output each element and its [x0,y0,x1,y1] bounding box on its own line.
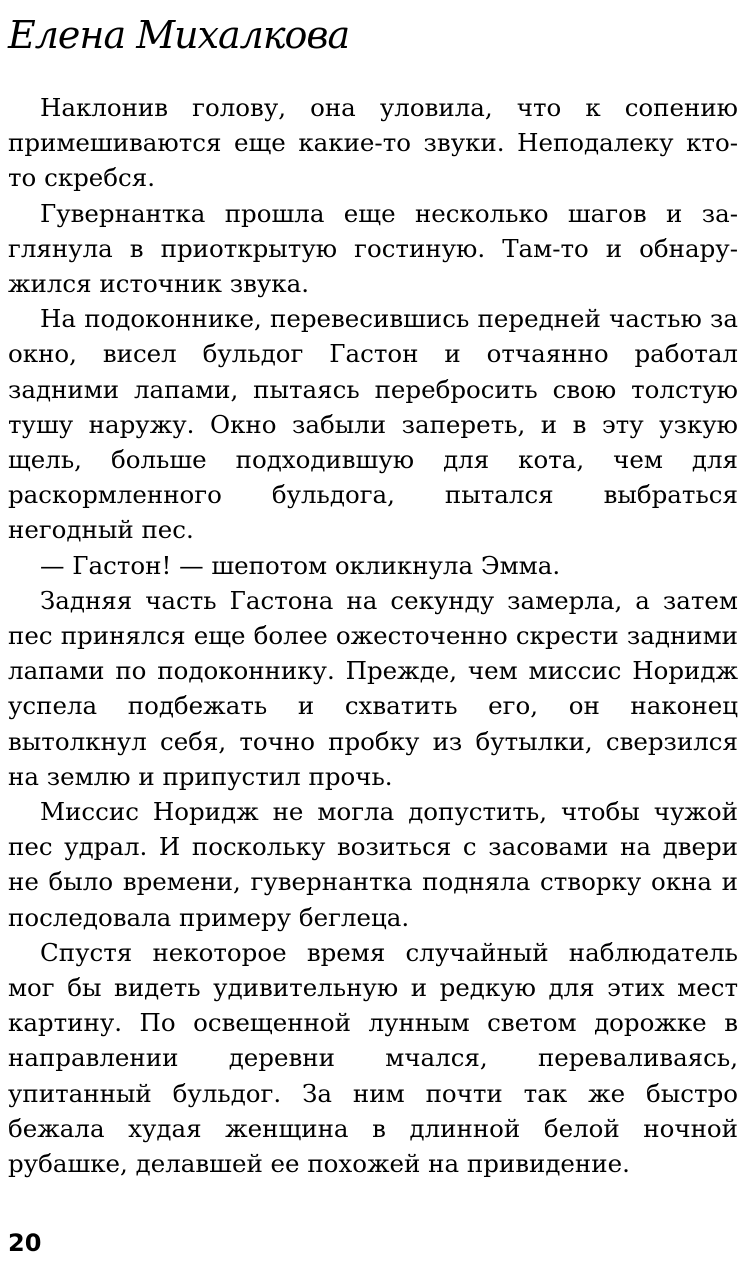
page-number: 20 [8,1229,42,1257]
paragraph: — Гастон! — шепотом окликнула Эмма. [40,550,561,580]
paragraph: Миссис Норидж не могла допустить, чтобы чужой пес удрал. И поскольку возиться с засовами на двери не было времени, гувернантка подняла створку окна и последовала примеру беглеца. [8,797,738,932]
paragraph: Задняя часть Гастона на секунду замерла, а затем пес принялся еще более ожесточенно скрести задними лапами по подоконнику. Прежде, чем миссис Норидж успела подбежать и схватить его, он наконец вытолкнул себя, точно пробку из бутылки, сверзился на землю и припустил прочь. [8,585,738,791]
paragraph: На подоконнике, перевесившись передней частью за окно, висел бульдог Гастон и отчаянно работал задними лапами, пытаясь перебросить свою толстую тушу наружу. Окно забыли запереть, и в эту узкую щель, больше подходившую для кота, чем для раскормленного бульдога, пытался выбраться негодный пес. [8,304,738,545]
body-text [8,90,738,1181]
paragraph: Гувернантка прошла еще несколько шагов и заглянула в приоткрытую гостиную. Там-то и обнаружился источник звука. [8,198,738,299]
running-header-author: Елена Михалкова [8,13,350,57]
paragraph: Наклонив голову, она уловила, что к сопению примешиваются еще какие-то звуки. Неподалеку кто-то скребся. [8,93,738,193]
paragraph: Спустя некоторое время случайный наблюдатель мог бы видеть удивительную и редкую для этих мест картину. По освещенной лунным светом дорожке в направлении деревни мчался, переваливаясь, упитанный бульдог. За ним почти так же быстро бежала худая женщина в длинной белой ночной рубашке, делавшей ее похожей на привидение. [8,937,738,1179]
